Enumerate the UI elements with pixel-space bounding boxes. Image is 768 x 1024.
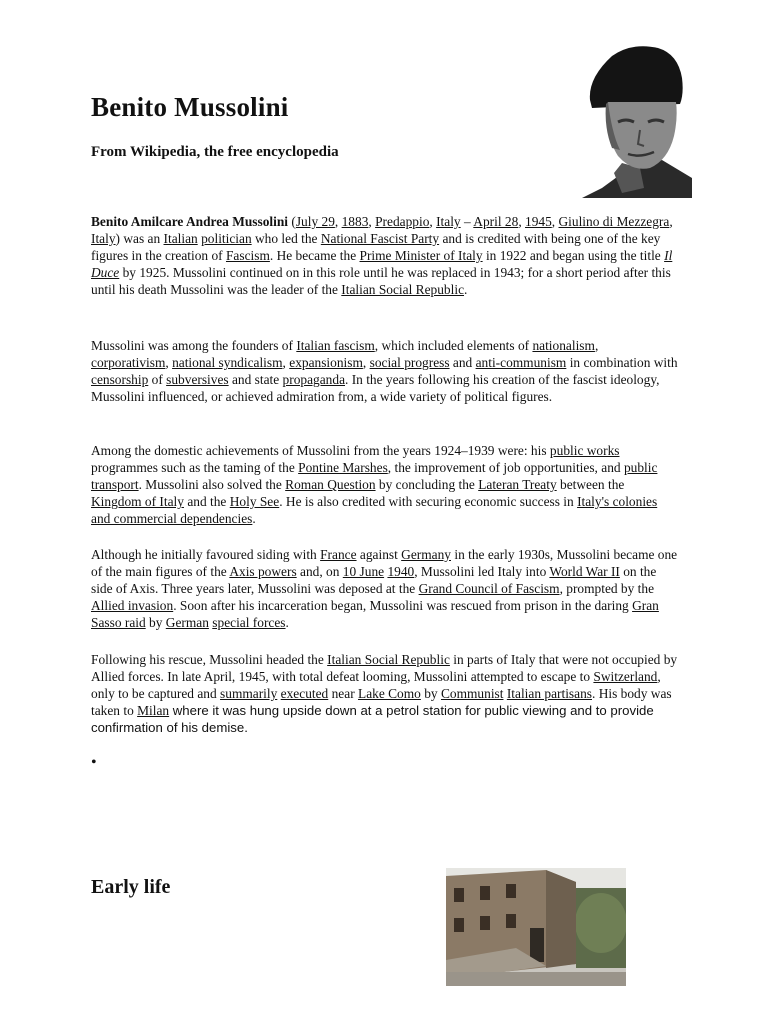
- link-national-fascist-party[interactable]: National Fascist Party: [320, 231, 440, 246]
- link-censorship[interactable]: censorship: [91, 372, 149, 387]
- war-paragraph: Although he initially favoured siding with France against Germany in the early 1930s, Mussolini became one of the main figures of the Axis powers and, on 10 June 1940, Mussolini led Italy into World War II on the side of Axis. Three years later, Mussolini was deposed at the Grand Council of Fascism, prompted by the Allied invasion. Soon after his incarceration began, Mussolini was rescued from prison in the daring Gran Sasso raid by German special forces.: [91, 547, 678, 630]
- link-corporativism[interactable]: corporativism: [91, 355, 166, 370]
- link-april-28[interactable]: April 28: [473, 214, 519, 229]
- birthplace-house-image: [446, 868, 626, 986]
- link-nationalism[interactable]: nationalism: [532, 338, 595, 353]
- link-expansionism[interactable]: expansionism: [289, 355, 363, 370]
- link-national-syndicalism[interactable]: national syndicalism: [172, 355, 283, 370]
- page-subtitle: From Wikipedia, the free encyclopedia: [91, 144, 339, 160]
- link-politician[interactable]: politician: [201, 231, 252, 246]
- link-italian-partisans[interactable]: Italian partisans: [506, 686, 592, 701]
- mussolini-portrait-image: [562, 38, 692, 198]
- link-july-29[interactable]: July 29: [295, 214, 335, 229]
- subject-name: Benito Amilcare Andrea Mussolini: [91, 214, 289, 229]
- link-10-june[interactable]: 10 June: [342, 564, 385, 579]
- link-italian-social-republic[interactable]: Italian Social Republic: [341, 282, 465, 297]
- link-propaganda[interactable]: propaganda: [282, 372, 346, 387]
- link-holy-see[interactable]: Holy See: [229, 494, 280, 509]
- link-france[interactable]: France: [320, 547, 357, 562]
- link-summarily[interactable]: summarily: [220, 686, 278, 701]
- link-switzerland[interactable]: Switzerland: [593, 669, 658, 684]
- link-milan[interactable]: Milan: [137, 703, 170, 718]
- link-executed[interactable]: executed: [280, 686, 329, 701]
- death-paragraph: Following his rescue, Mussolini headed the Italian Social Republic in parts of Italy that were not occupied by Allied forces. In late April, 1945, with total defeat looming, Mussolini attempted to escape to Switzerland, only to be captured and summarily executed near Lake Como by Communist Italian partisans. His body was taken to Milan where it was hung upside down at a petrol station for public viewing and to provide confirmation of his demise.: [91, 652, 678, 735]
- link-gran-sasso-raid[interactable]: Gran Sasso raid: [91, 598, 659, 630]
- link-pontine-marshes[interactable]: Pontine Marshes: [298, 460, 388, 475]
- link-communist[interactable]: Communist: [440, 686, 504, 701]
- link-germany[interactable]: Germany: [401, 547, 451, 562]
- link-allied-invasion[interactable]: Allied invasion: [91, 598, 174, 613]
- link-lake-como[interactable]: Lake Como: [358, 686, 421, 701]
- section-heading-early-life: Early life: [91, 876, 171, 898]
- link-anti-communism[interactable]: anti-communism: [475, 355, 567, 370]
- link-lateran-treaty[interactable]: Lateran Treaty: [478, 477, 557, 492]
- link-world-war-ii[interactable]: World War II: [549, 564, 620, 579]
- link-italy-2[interactable]: Italy: [91, 231, 116, 246]
- link-fascism[interactable]: Fascism: [225, 248, 270, 263]
- link-italian-fascism[interactable]: Italian fascism: [296, 338, 375, 353]
- link-1940[interactable]: 1940: [387, 564, 415, 579]
- page-title: Benito Mussolini: [91, 92, 289, 122]
- link-roman-question[interactable]: Roman Question: [285, 477, 376, 492]
- link-il-duce[interactable]: Il Duce: [91, 248, 673, 280]
- link-public-transport[interactable]: public transport: [91, 460, 658, 492]
- link-social-progress[interactable]: social progress: [369, 355, 450, 370]
- link-kingdom-of-italy[interactable]: Kingdom of Italy: [91, 494, 184, 509]
- link-subversives[interactable]: subversives: [166, 372, 229, 387]
- intro-paragraph: Benito Amilcare Andrea Mussolini (July 29, 1883, Predappio, Italy – April 28, 1945, Giulino di Mezzegra, Italy) was an Italian politician who led the National Fascist Party and is credited with being one of the key figures in the creation of Fascism. He became the Prime Minister of Italy in 1922 and began using the title Il Duce by 1925. Mussolini continued on in this role until he was replaced in 1943; for a short period after this until his death Mussolini was the leader of the Italian Social Republic.: [91, 214, 673, 297]
- link-german[interactable]: German: [165, 615, 209, 630]
- link-italian-social-republic-2[interactable]: Italian Social Republic: [327, 652, 450, 667]
- link-grand-council-of-fascism[interactable]: Grand Council of Fascism: [418, 581, 560, 596]
- bullet-point: •: [91, 754, 97, 771]
- link-1883[interactable]: 1883: [341, 214, 369, 229]
- link-giulino-di-mezzegra[interactable]: Giulino di Mezzegra: [558, 214, 670, 229]
- link-prime-minister-of-italy[interactable]: Prime Minister of Italy: [359, 248, 483, 263]
- link-public-works[interactable]: public works: [549, 443, 620, 458]
- achievements-paragraph: Among the domestic achievements of Mussolini from the years 1924–1939 were: his public works programmes such as the taming of the Pontine Marshes, the improvement of job opportunities, and public transport. Mussolini also solved the Roman Question by concluding the Lateran Treaty between the Kingdom of Italy and the Holy See. He is also credited with securing economic success in Italy's colonies and commercial dependencies.: [91, 443, 658, 526]
- link-italian[interactable]: Italian: [163, 231, 198, 246]
- link-axis-powers[interactable]: Axis powers: [229, 564, 297, 579]
- link-special-forces[interactable]: special forces: [212, 615, 286, 630]
- link-italy[interactable]: Italy: [436, 214, 461, 229]
- founders-paragraph: Mussolini was among the founders of Italian fascism, which included elements of nationalism, corporativism, national syndicalism, expansionism, social progress and anti-communism in combination with censorship of subversives and state propaganda. In the years following his creation of the fascist ideology, Mussolini influenced, or achieved admiration from, a wide variety of political figures.: [91, 338, 678, 404]
- link-1945[interactable]: 1945: [525, 214, 552, 229]
- link-predappio[interactable]: Predappio: [375, 214, 430, 229]
- link-italys-colonies[interactable]: Italy's colonies and commercial dependencies: [91, 494, 658, 526]
